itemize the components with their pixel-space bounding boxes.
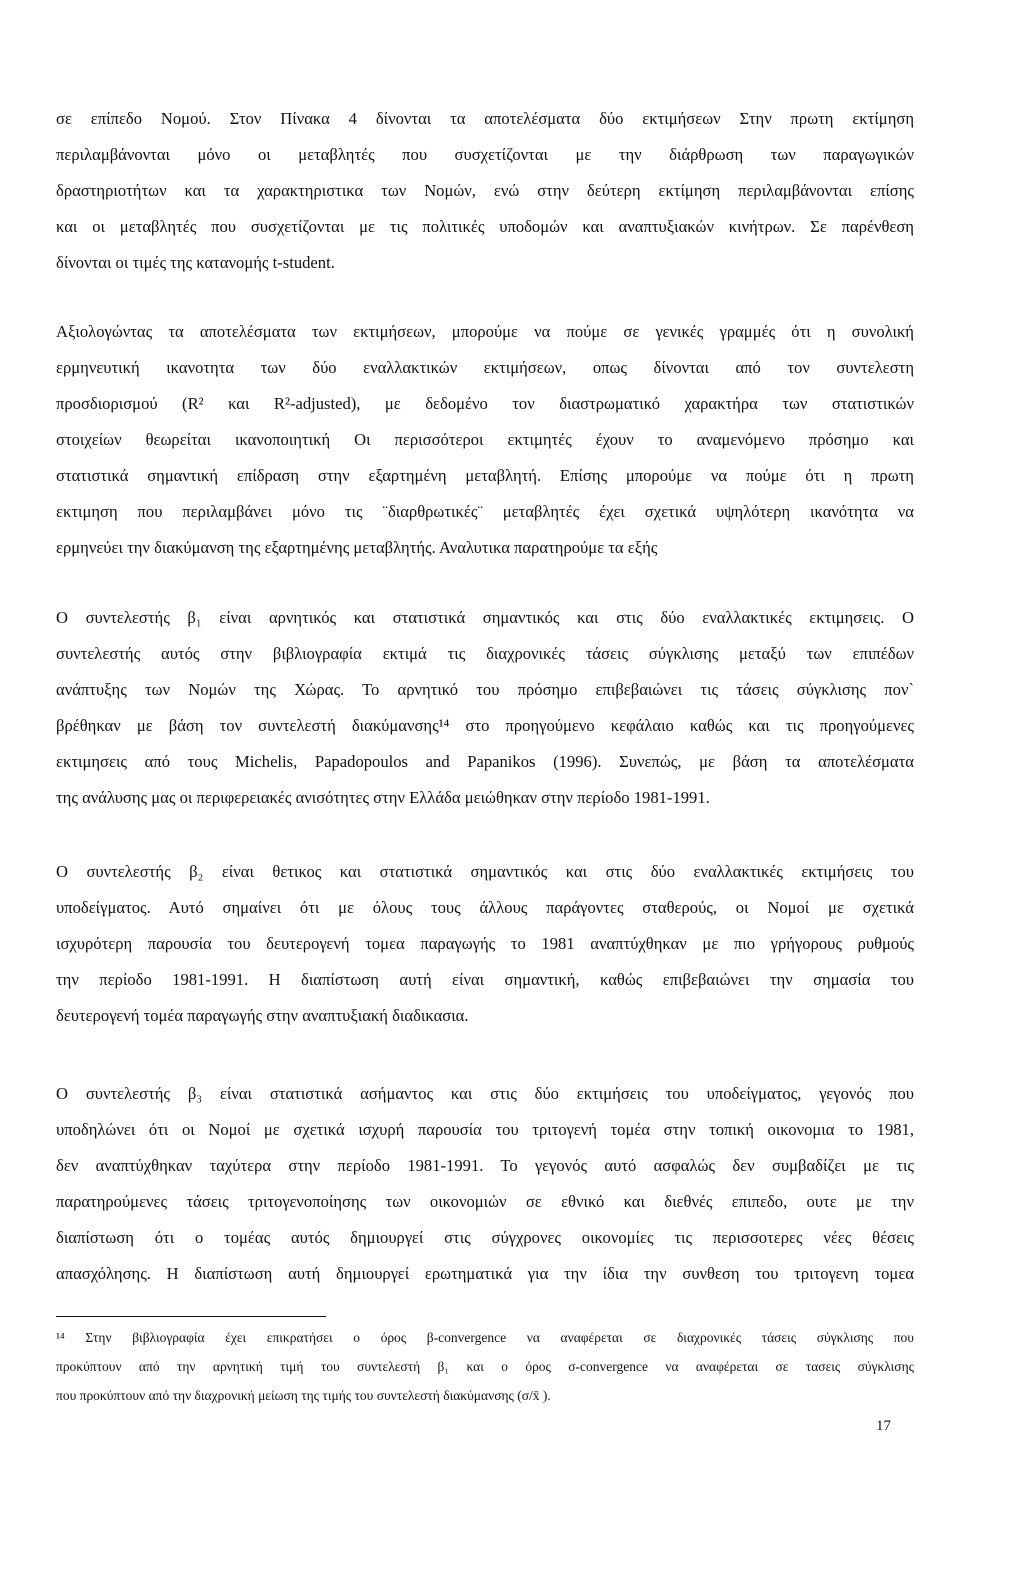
text-line: ανάπτυξης των Νομών της Χώρας. Το αρνητικό του πρόσημο επιβεβαιώνει τις τάσεις σύγκλισης πον` [56,680,914,699]
footnote [56,1323,914,1410]
paragraph-1 [56,101,914,281]
text-line: ισχυρότερη παρουσία του δευτερογενή τομεα παραγωγής το 1981 αναπτύχθηκαν με πιο γρήγορους ρυθμούς [56,934,914,953]
page-number: 17 [876,1418,891,1434]
text-line: Ο συντελεστής β₂ είναι θετικος και στατιστικά σημαντικός και στις δύο εναλλακτικές εκτιμήσεις του [56,862,914,881]
footnote-line: προκύπτουν από την αρνητική τιμή του συντελεστή β₁ και ο όρος σ-convergence να αναφέρεται σε τασεις σύγκλισης [56,1359,914,1374]
text-line: προσδιορισμού (R² και R²-adjusted), με δεδομένο τον διαστρωματικό χαρακτήρα των στατιστικών [56,394,914,413]
text-line: δεν αναπτύχθηκαν ταχύτερα στην περίοδο 1981-1991. Το γεγονός αυτό ασφαλώς δεν συμβαδίζει με τις [56,1156,914,1175]
text-line: εκτιμηση που περιλαμβάνει μόνο τις ¨διαρθρωτικές¨ μεταβλητές έχει σχετικά υψηλότερη ικανότητα να [56,502,914,521]
text-line: στατιστικά σημαντική επίδραση στην εξαρτημένη μεταβλητή. Επίσης μπορούμε να πούμε ότι η πρωτη [56,466,914,485]
text-line: εκτιμησεις από τους Michelis, Papadopoulos and Papanikos (1996). Συνεπώς, με βάση τα αποτελέσματα [56,752,914,771]
text-line: παρατηρούμενες τάσεις τριτογενοποίησης των οικονομιών σε εθνικό και διεθνές επιπεδο, ουτε με την [56,1192,914,1211]
footnote-separator [56,1316,326,1317]
text-line: σε επίπεδο Νομού. Στον Πίνακα 4 δίνονται τα αποτελέσματα δύο εκτιμήσεων Στην πρωτη εκτίμηση [56,109,914,128]
text-line: δραστηριοτήτων και τα χαρακτηριστικα των Νομών, ενώ στην δεύτερη εκτίμηση περιλαμβάνονται επίσης [56,181,914,200]
text-line: την περίοδο 1981-1991. Η διαπίστωση αυτή είναι σημαντική, καθώς επιβεβαιώνει την σημασία του [56,970,914,989]
text-line: στοιχείων θεωρείται ικανοποιητική Οι περισσότεροι εκτιμητές έχουν το αναμενόμενο πρόσημο και [56,430,914,449]
text-line: Ο συντελεστής β₃ είναι στατιστικά ασήμαντος και στις δύο εκτιμήσεις του υποδείγματος, γεγονός που [56,1084,914,1103]
text-line: της ανάλυσης μας οι περιφερειακές ανισότητες στην Ελλάδα μειώθηκαν στην περίοδο 1981-1991. [56,788,710,807]
text-line: Αξιολογώντας τα αποτελέσματα των εκτιμήσεων, μπορούμε να πούμε σε γενικές γραμμές ότι η συνολική [56,322,914,341]
text-line: περιλαμβάνονται μόνο οι μεταβλητές που συσχετίζονται με την διάρθρωση των παραγωγικών [56,145,914,164]
footnote-line: ¹⁴ Στην βιβλιογραφία έχει επικρατήσει ο όρος β-convergence να αναφέρεται σε διαχρονικές τάσεις σύγκλισης που [56,1330,914,1345]
text-line: δίνονται οι τιμές της κατανομής t-student. [56,253,335,272]
paragraph-2 [56,314,914,566]
text-line: απασχόλησης. Η διαπίστωση αυτή δημιουργεί ερωτηματικά για την ίδια την συνθεση του τριτογενη τομεα [56,1264,914,1283]
paragraph-3 [56,600,914,816]
text-line: και οι μεταβλητές που συσχετίζονται με τις πολιτικές υποδομών και αναπτυξιακών κινήτρων. Σε παρένθεση [56,217,914,236]
text-line: ερμηνευτική ικανοτητα των δύο εναλλακτικών εκτιμήσεων, οπως δίνονται από τον συντελεστη [56,358,914,377]
text-line: βρέθηκαν με βάση τον συντελεστή διακύμανσης¹⁴ στο προηγούμενο κεφάλαιο καθώς και τις προηγούμενες [56,716,914,735]
text-line: διαπίστωση ότι ο τομέας αυτός δημιουργεί στις σύγχρονες οικονομίες τις περισσοτερες νέες θέσεις [56,1228,914,1247]
text-line: συντελεστής αυτός στην βιβλιογραφία εκτιμά τις διαχρονικές τάσεις σύγκλισης μεταξύ των επιπέδων [56,644,914,663]
text-line: Ο συντελεστής β₁ είναι αρνητικός και στατιστικά σημαντικός και στις δύο εναλλακτικές εκτιμησεις. Ο [56,608,914,627]
text-line: υποδηλώνει ότι οι Νομοί με σχετικά ισχυρή παρουσία του τριτογενή τομέα στην τοπική οικονομια το 1981, [56,1120,914,1139]
paragraph-4 [56,854,914,1034]
text-line: δευτερογενή τομέα παραγωγής στην αναπτυξιακή διαδικασια. [56,1006,469,1025]
text-line: υποδείγματος. Αυτό σημαίνει ότι με όλους τους άλλους παράγοντες σταθερούς, οι Νομοί με σχετικά [56,898,914,917]
footnote-line: που προκύπτουν από την διαχρονική μείωση της τιμής του συντελεστή διακύμανσης (σ/x̄ ). [56,1388,551,1403]
text-line: ερμηνεύει την διακύμανση της εξαρτημένης μεταβλητής. Αναλυτικα παρατηρούμε τα εξής [56,538,658,557]
paragraph-5 [56,1076,914,1292]
